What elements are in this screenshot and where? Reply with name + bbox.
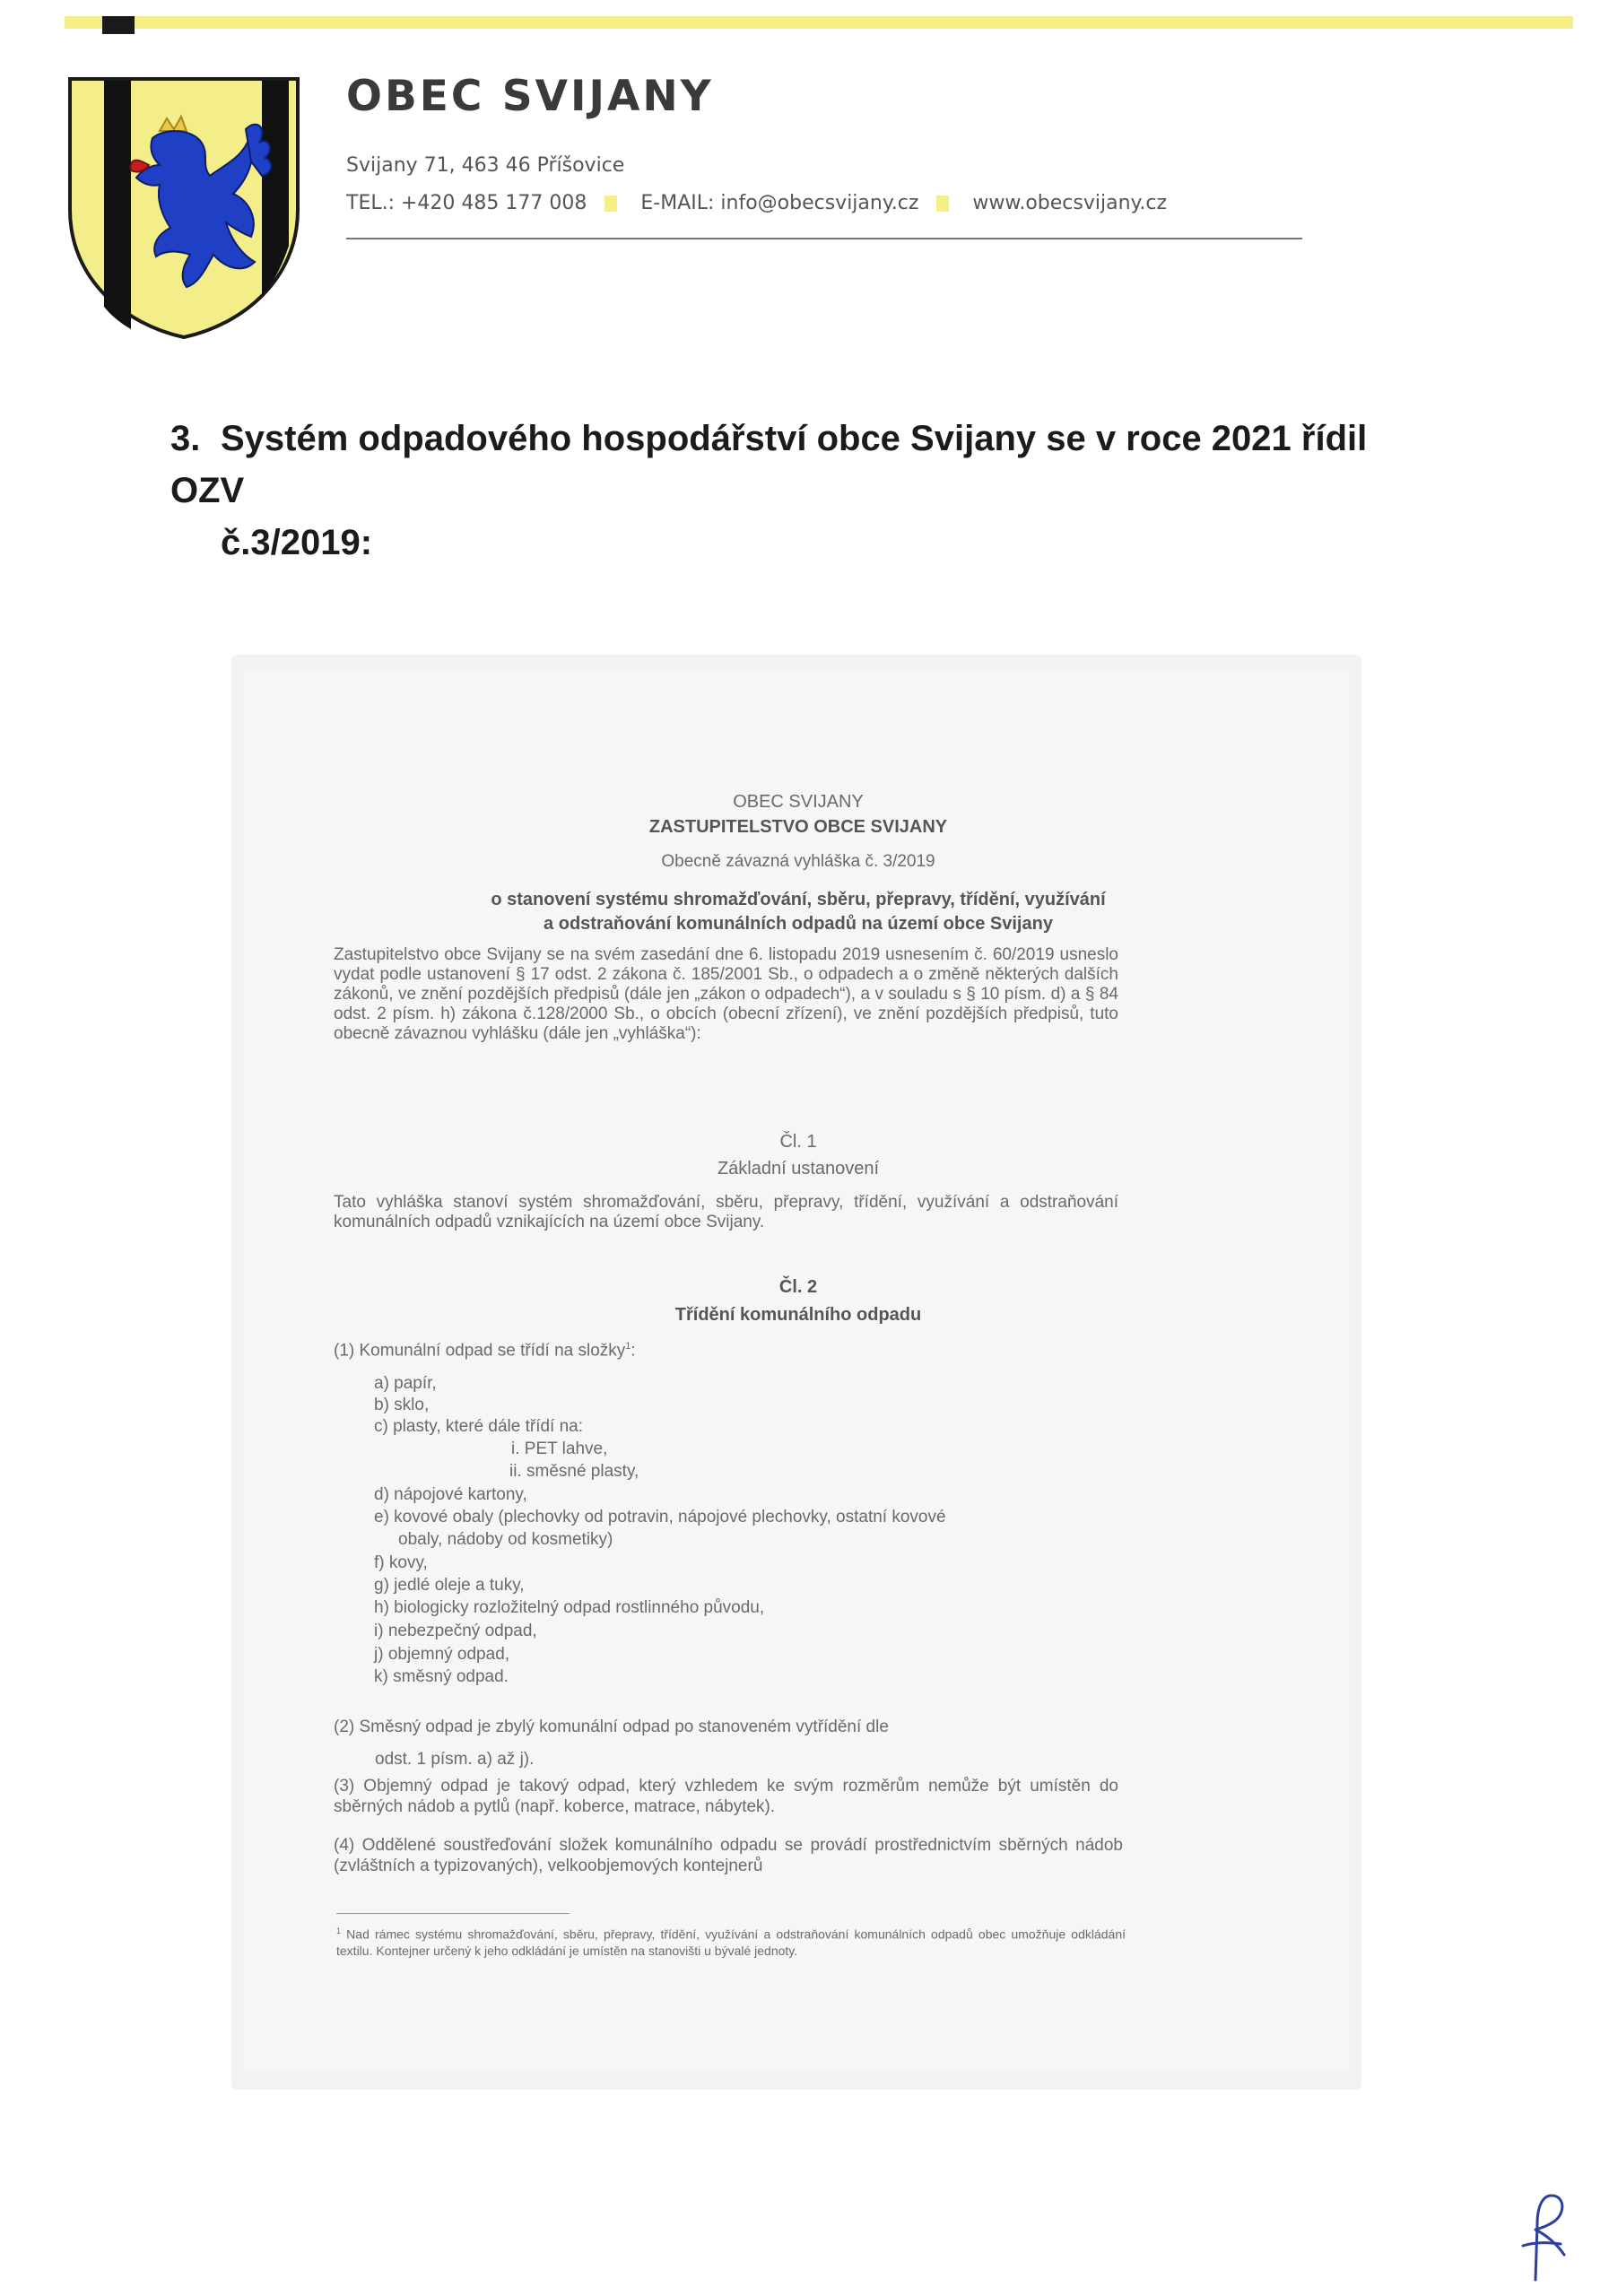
article2-paragraph4: (4) Oddělené soustřeďování složek komunálního odpadu se provádí prostřednictvím sběrných nádob (zvláštních a typizovaných), velkoobjemových kontejnerů — [334, 1836, 1123, 1875]
phone-number: TEL.: +420 485 177 008 — [346, 192, 587, 214]
contact-line — [346, 192, 1167, 214]
list-item: i. PET lahve, — [511, 1439, 608, 1458]
footnote-text: Nad rámec systému shromažďování, sběru, přepravy, třídění, využívání a odstraňování komunálních odpadů obec umožňuje odkládání textilu. Kontejner určený k jeho odkládání je umístěn na stanovišti u bývalé jednoty. — [336, 1926, 1126, 1958]
municipal-crest-icon — [66, 75, 301, 341]
doc-council: ZASTUPITELSTVO OBCE SVIJANY — [648, 817, 948, 837]
list-item: k) směsný odpad. — [374, 1667, 509, 1686]
doc-decree-title: Obecně závazná vyhláška č. 3/2019 — [661, 852, 935, 871]
section-heading-line1: Systém odpadového hospodářství obce Svijany se v roce 2021 řídil OZV — [170, 419, 1368, 510]
paragraph1-colon: : — [631, 1341, 636, 1361]
list-item: b) sklo, — [374, 1396, 430, 1414]
article1-title: Základní ustanovení — [717, 1159, 880, 1178]
article1-number: Čl. 1 — [779, 1132, 817, 1152]
paragraph2-continuation: odst. 1 písm. a) až j). — [375, 1750, 535, 1769]
header-divider — [346, 238, 1302, 239]
list-item: ii. směsné plasty, — [509, 1462, 639, 1481]
handwritten-signature-icon — [1516, 2188, 1570, 2282]
paragraph2-text: (2) Směsný odpad je zbylý komunální odpad po stanoveném vytřídění dle — [334, 1718, 889, 1736]
doc-preamble: Zastupitelstvo obce Svijany se na svém zasedání dne 6. listopadu 2019 usnesením č. 60/2019 usneslo vydat podle ustanovení § 17 odst. 2 zákona č. 185/2001 Sb., o odpadech a o změně některých dalších zákonů, ve znění pozdějších předpisů (dále jen „zákon o odpadech“), a v souladu s § 10 písm. d) a § 84 odst. 2 písm. h) zákona č.128/2000 Sb., o obcích (obecní zřízení), ve znění pozdějších předpisů, tuto obecně závaznou vyhlášku (dále jen „vyhláška“): — [334, 945, 1118, 1043]
footnote-divider — [336, 1913, 570, 1914]
doc-subject-line2: a odstraňování komunálních odpadů na území obce Svijany — [544, 914, 1053, 934]
list-item: g) jedlé oleje a tuky, — [374, 1576, 525, 1595]
article2-title: Třídění komunálního odpadu — [674, 1305, 922, 1325]
article2-paragraph1 — [334, 1341, 1118, 1361]
article1-text: Tato vyhláška stanoví systém shromažďování, sběru, přepravy, třídění, využívání a odstraňování komunálních odpadů vznikajících na území obce Svijany. — [334, 1193, 1118, 1231]
list-item: obaly, nádoby od kosmetiky) — [398, 1530, 613, 1549]
article2-paragraph3: (3) Objemný odpad je takový odpad, který vzhledem ke svým rozměrům nemůže být umístěn do sběrných nádob a pytlů (např. koberce, matrace, nábytek). — [334, 1777, 1118, 1816]
list-item: j) objemný odpad, — [374, 1645, 510, 1664]
list-item: a) papír, — [374, 1374, 437, 1393]
list-item: e) kovové obaly (plechovky od potravin, nápojové plechovky, ostatní kovové — [374, 1508, 946, 1526]
email-address[interactable]: E-MAIL: info@obecsvijany.cz — [640, 192, 919, 214]
letterhead-dark-mark — [102, 16, 135, 34]
section-heading-line2: č.3/2019: — [221, 523, 373, 562]
doc-subject-line1: o stanovení systému shromažďování, sběru, přepravy, třídění, využívání — [491, 890, 1106, 909]
section-number: 3. — [170, 419, 201, 458]
article2-paragraph2 — [334, 1711, 1114, 1776]
list-item: h) biologicky rozložitelný odpad rostlinného původu, — [374, 1598, 765, 1617]
website-link[interactable]: www.obecsvijany.cz — [972, 192, 1168, 214]
section-heading — [170, 413, 1408, 569]
separator-square — [604, 196, 617, 212]
organization-address: Svijany 71, 463 46 Příšovice — [346, 154, 625, 177]
list-item: f) kovy, — [374, 1553, 428, 1572]
list-item: c) plasty, které dále třídí na: — [374, 1417, 584, 1436]
footnote — [336, 1923, 1126, 1959]
separator-square — [936, 196, 949, 212]
doc-municipality: OBEC SVIJANY — [733, 792, 864, 812]
letterhead-accent-stripe — [65, 16, 1573, 29]
list-item: d) nápojové kartony, — [374, 1485, 527, 1504]
doc-subject — [359, 888, 1238, 936]
paragraph1-text: (1) Komunální odpad se třídí na složky — [334, 1341, 626, 1361]
article2-number: Čl. 2 — [778, 1277, 818, 1297]
footnote-reference: 1 — [625, 1341, 631, 1352]
list-item: i) nebezpečný odpad, — [374, 1622, 537, 1640]
organization-name: OBEC SVIJANY — [346, 72, 714, 121]
footnote-mark: 1 — [336, 1926, 342, 1935]
